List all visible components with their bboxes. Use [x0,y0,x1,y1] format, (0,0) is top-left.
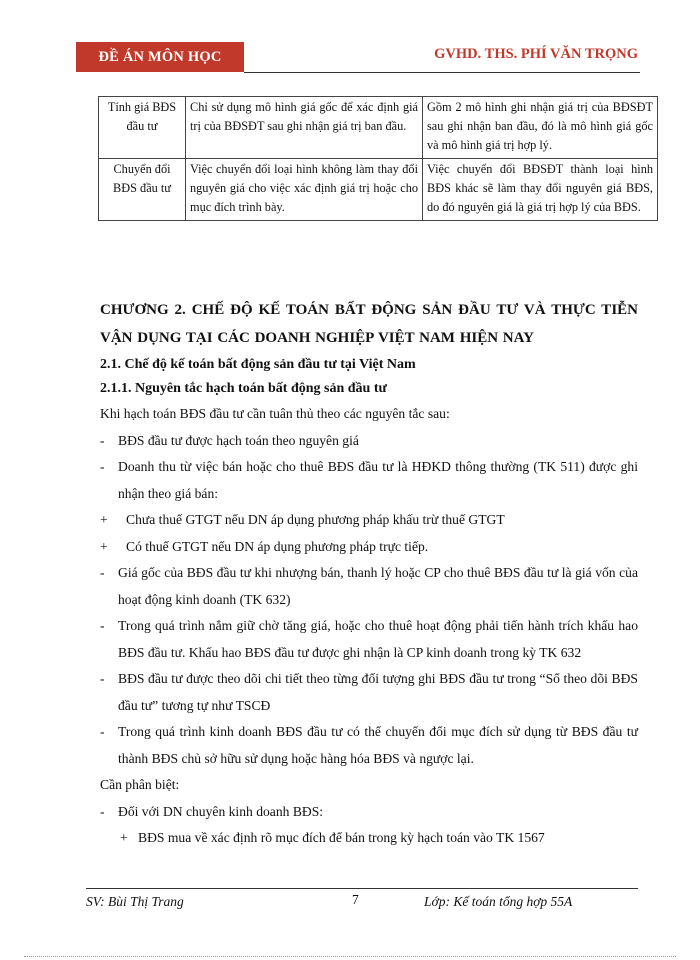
list-item [100,507,638,534]
dash-marker: - [100,565,105,580]
list-item [100,428,638,455]
plus-marker: + [100,538,108,554]
list-item [100,454,638,507]
header-advisor: GVHD. THS. PHÍ VĂN TRỌNG [434,46,638,62]
footer-divider [86,888,638,889]
table-cell: Chuyển đổi BĐS đầu tư [99,159,186,221]
table-row [99,159,658,221]
dash-marker: - [100,618,105,633]
table-row [99,97,658,159]
list-item [100,560,638,613]
distinguish-label: Cần phân biệt: [100,777,180,792]
list-item-text: Chưa thuế GTGT nếu DN áp dụng phương pháp khấu trừ thuế GTGT [126,512,505,527]
footer-class: Lớp: Kế toán tổng hợp 55A [424,894,573,909]
list-item-text: Có thuế GTGT nếu DN áp dụng phương pháp trực tiếp. [126,538,429,554]
page-number: 7 [352,892,359,907]
list-item-text: Trong quá trình kinh doanh BĐS đầu tư có thể chuyển đổi mục đích sử dụng từ BĐS đầu tư thành BĐS chủ sở hữu sử dụng hoặc hàng hóa BĐS và ngược lại. [118,724,638,766]
intro-paragraph: Khi hạch toán BĐS đầu tư cần tuân thủ theo các nguyên tắc sau: [100,406,450,421]
document-body [100,296,638,852]
table-cell: Tính giá BĐS đầu tư [99,97,186,159]
section-heading: 2.1. Chế độ kế toán bất động sản đầu tư tại Việt Nam [100,357,416,372]
list-item [100,613,638,666]
dash-marker: - [100,803,105,819]
page-edge [24,956,676,957]
list-item [100,825,638,852]
list-item-text: Doanh thu từ việc bán hoặc cho thuê BĐS đầu tư là HĐKD thông thường (TK 511) được ghi nhận theo giá bán: [118,459,638,501]
list-item-text: BĐS mua về xác định rõ mục đích để bán trong kỳ hạch toán vào TK 1567 [138,830,545,845]
list-item-text: Giá gốc của BĐS đầu tư khi nhượng bán, thanh lý hoặc CP cho thuê BĐS đầu tư là giá vốn của hoạt động kinh doanh (TK 632) [118,565,638,607]
dash-marker: - [100,671,105,686]
list-item [100,799,638,826]
list-item [100,719,638,772]
list-item-text: BĐS đầu tư được hạch toán theo nguyên giá [118,432,359,448]
plus-marker: + [120,830,128,845]
table-cell: Chỉ sử dụng mô hình giá gốc để xác định giá trị của BĐSĐT sau ghi nhận giá trị ban đầu. [186,97,423,159]
plus-marker: + [100,512,108,527]
comparison-table [98,96,658,221]
list-item [100,534,638,561]
header-course-label: ĐỀ ÁN MÔN HỌC [76,42,244,72]
list-item-text: BĐS đầu tư được theo dõi chi tiết theo từng đối tượng ghi BĐS đầu tư trong “Sổ theo dõi BĐS đầu tư” tương tự như TSCĐ [118,671,638,713]
subsection-heading: 2.1.1. Nguyên tắc hạch toán bất động sản đầu tư [100,381,387,396]
list-item-text: Đối với DN chuyên kinh doanh BĐS: [118,803,324,819]
dash-marker: - [100,459,105,474]
dash-marker: - [100,724,105,739]
chapter-title: CHƯƠNG 2. CHẾ ĐỘ KẾ TOÁN BẤT ĐỘNG SẢN ĐẦU TƯ VÀ THỰC TIỄN VẬN DỤNG TẠI CÁC DOANH NGHIỆP VIỆT NAM HIỆN NAY [100,302,638,346]
dash-marker: - [100,432,105,448]
table-cell: Việc chuyển đổi loại hình không làm thay đổi nguyên giá cho việc xác định giá trị hoặc cho mục đích trình bày. [186,159,423,221]
table-cell: Việc chuyển đổi BĐSĐT thành loại hình BĐS khác sẽ làm thay đổi nguyên giá BĐS, do đó nguyên giá là giá trị hợp lý của BĐS. [423,159,658,221]
list-item-text: Trong quá trình nắm giữ chờ tăng giá, hoặc cho thuê hoạt động phải tiến hành trích khấu hao BĐS đầu tư. Khấu hao BĐS đầu tư được ghi nhận là CP kinh doanh trong kỳ TK 632 [118,618,638,660]
footer-student: SV: Bùi Thị Trang [86,894,184,909]
list-item [100,666,638,719]
table-cell: Gồm 2 mô hình ghi nhận giá trị của BĐSĐT sau ghi nhận ban đầu, đó là mô hình giá gốc và mô hình giá trị hợp lý. [423,97,658,159]
header-divider [244,72,640,73]
